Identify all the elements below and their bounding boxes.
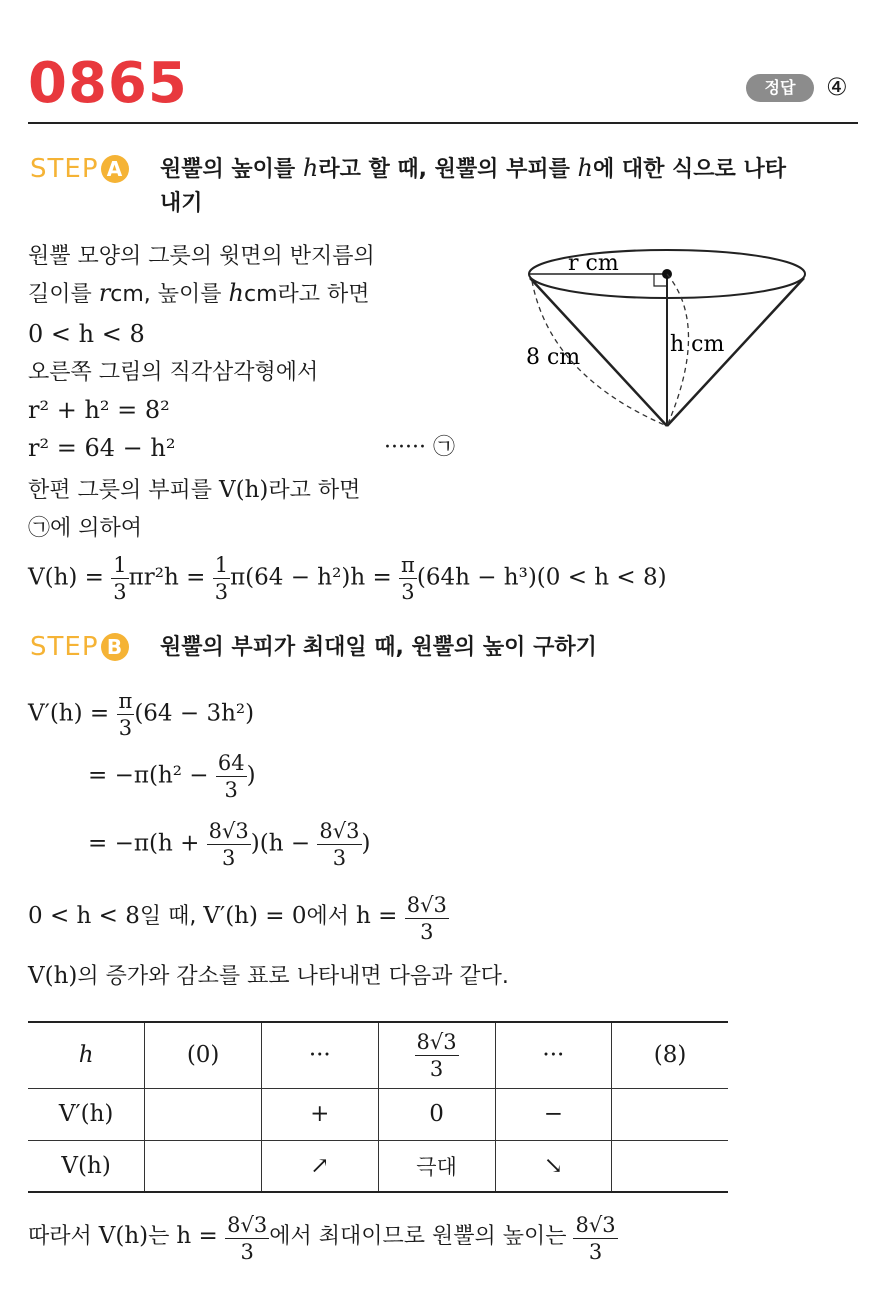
table-cell: V′(h) xyxy=(58,1101,114,1127)
slant-label: 8 cm xyxy=(526,345,581,370)
answer-badge: 정답 xyxy=(746,74,814,102)
step-b-title: 원뿔의 부피가 최대일 때, 원뿔의 높이 구하기 xyxy=(160,635,597,660)
table-cell: − xyxy=(495,1088,612,1140)
step-a-title: 원뿔의 높이를 h라고 할 때, 원뿔의 부피를 h에 대한 식으로 나타 xyxy=(160,154,786,182)
radius-label: r cm xyxy=(568,251,619,276)
derivative-line-1: V′(h) = $\frac{\pi}{3}$ (64 − 3h²) xyxy=(28,689,255,740)
volume-formula: V(h) = $\frac{1}{3}$ πr²h = $\frac{1}{3}$ π(64 − h²)h = $\frac{\pi}{3}$ (64h − h³)(0 < h < 8) xyxy=(28,553,667,604)
table-cell: $\frac{8√3}{3}$ xyxy=(378,1022,495,1088)
text-line-8: ㉠에 의하여 xyxy=(28,516,143,541)
header-divider xyxy=(28,122,858,124)
table-cell: (8) xyxy=(612,1022,728,1088)
conclusion-line: 따라서 V(h)는 h = $\frac{8√3}{3}$ 에서 최대이므로 원뿔의 높이는 $\frac{8√3}{3}$ xyxy=(28,1213,616,1264)
table-cell xyxy=(145,1140,262,1192)
table-row xyxy=(28,1140,728,1192)
text-line-4: 오른쪽 그림의 직각삼각형에서 xyxy=(28,360,319,385)
cone-figure xyxy=(520,236,820,436)
step-b-letter-icon: B xyxy=(101,633,129,661)
table-row xyxy=(28,1088,728,1140)
eq-marker: ······ ㉠ xyxy=(384,435,455,460)
derivative-line-3: = −π(h + $\frac{8√3}{3}$ )(h − $\frac{8√3}{3}$ ) xyxy=(88,819,371,870)
pythagoras-eq: r² + h² = 8² xyxy=(28,396,170,424)
table-cell: (0) xyxy=(145,1022,262,1088)
table-cell: + xyxy=(262,1088,379,1140)
table-cell: ↘ xyxy=(495,1140,612,1192)
table-intro: V(h)의 증가와 감소를 표로 나타내면 다음과 같다. xyxy=(28,963,509,989)
table-cell xyxy=(612,1140,728,1192)
critical-point-line: 0 < h < 8일 때, V′(h) = 0에서 h = $\frac{8√3}{3}$ xyxy=(28,893,447,944)
table-cell xyxy=(612,1088,728,1140)
table-cell: ↗ xyxy=(262,1140,379,1192)
derivative-line-2: = −π(h² − $\frac{64}{3}$ ) xyxy=(88,751,256,802)
problem-number: 0865 xyxy=(28,51,188,116)
answer-value: ④ xyxy=(826,73,848,101)
table-cell xyxy=(145,1088,262,1140)
table-row xyxy=(28,1022,728,1088)
step-a-letter-icon: A xyxy=(101,155,129,183)
table-cell: ··· xyxy=(262,1022,379,1088)
step-a-title-cont: 내기 xyxy=(160,191,203,216)
table-cell: ··· xyxy=(495,1022,612,1088)
increase-decrease-table xyxy=(28,1021,728,1193)
text-line-2: 길이를 rcm, 높이를 hcm라고 하면 xyxy=(28,279,370,307)
text-line-7: 한편 그릇의 부피를 V(h)라고 하면 xyxy=(28,477,361,503)
step-a-label: STEP A xyxy=(30,152,129,186)
domain-inequality: 0 < h < 8 xyxy=(28,320,145,348)
step-b-label: STEP B xyxy=(30,630,129,664)
height-label: h cm xyxy=(670,332,725,357)
table-cell: 0 xyxy=(378,1088,495,1140)
table-cell: 극대 xyxy=(378,1140,495,1192)
text-line-1: 원뿔 모양의 그릇의 윗면의 반지름의 xyxy=(28,244,375,269)
table-cell: h xyxy=(78,1042,94,1069)
table-cell: V(h) xyxy=(61,1152,111,1179)
r-squared-eq: r² = 64 − h² xyxy=(28,434,176,462)
